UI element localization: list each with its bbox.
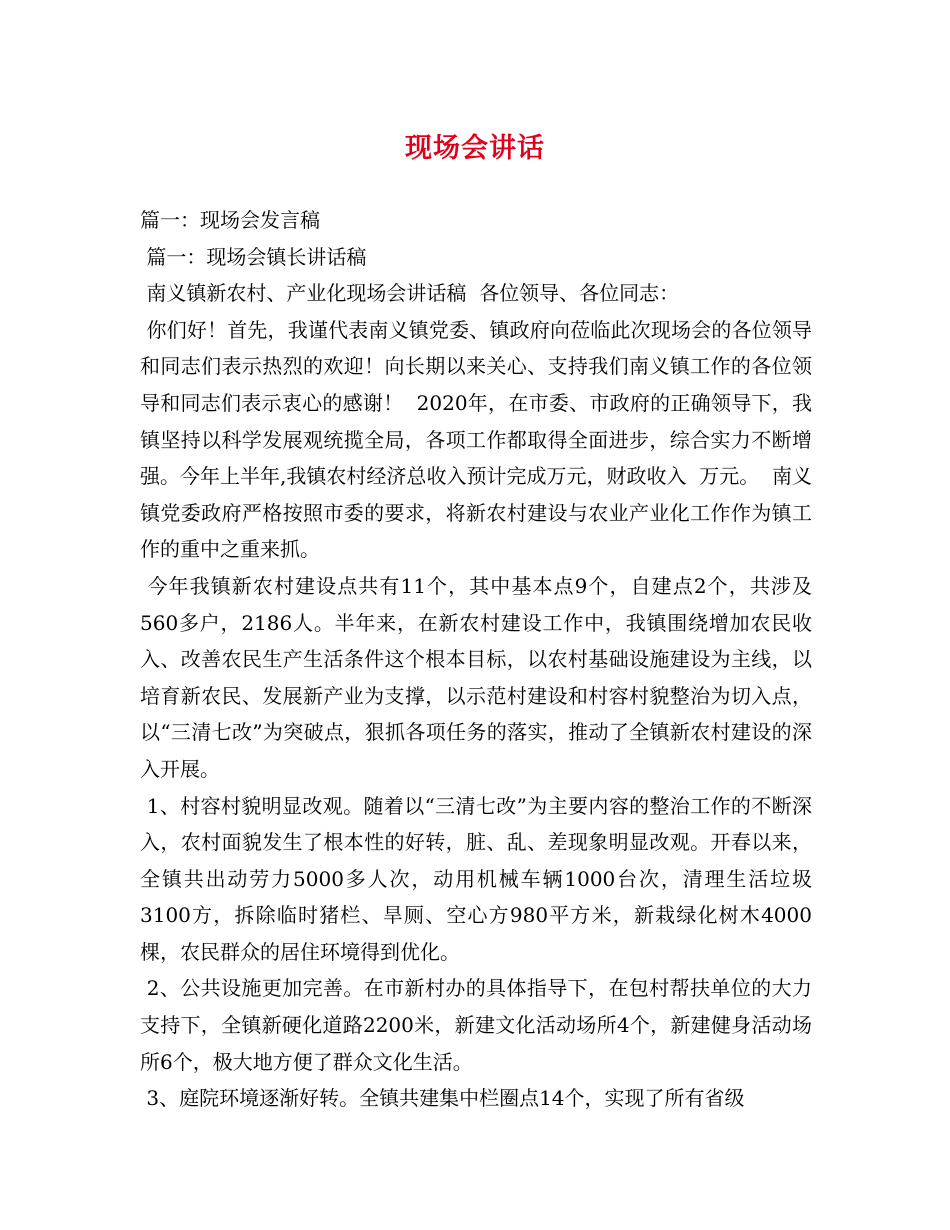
document-body (140, 202, 812, 1117)
paragraph-greeting: 你们好！首先，我谨代表南义镇党委、镇政府向莅临此次现场会的各位领导和同志们表示热烈的欢迎！向长期以来关心、支持我们南义镇工作的各位领导和同志们表示衷心的感谢！ 2020年，在市委、市政府的正确领导下，我镇坚持以科学发展观统揽全局，各项工作都取得全面进步，综合实力不断增强。今年上半年,我镇农村经济总收入预计完成万元，财政收入 万元。 南义镇党委政府严格按照市委的要求，将新农村建设与农业产业化工作作为镇工作的重中之重来抓。 (140, 317, 813, 562)
subsection-heading: 篇一：现场会镇长讲话稿 (140, 244, 367, 269)
paragraph-item-2: 2、公共设施更加完善。在市新村办的具体指导下，在包村帮扶单位的大力支持下，全镇新硬化道路2200米，新建文化活动场所4个，新建健身活动场所6个，极大地方便了群众文化生活。 (140, 976, 812, 1074)
paragraph-item-3: 3、庭院环境逐渐好转。全镇共建集中栏圈点14个，实现了所有省级 (140, 1086, 745, 1111)
section-heading: 篇一：现场会发言稿 (140, 208, 320, 232)
speech-title-line: 南义镇新农村、产业化现场会讲话稿 各位领导、各位同志： (140, 281, 680, 306)
document-title: 现场会讲话 (405, 133, 545, 164)
paragraph-item-1: 1、村容村貌明显改观。随着以“三清七改”为主要内容的整治工作的不断深入，农村面貌发生了根本性的好转，脏、乱、差现象明显改观。开春以来，全镇共出动劳力5000多人次，动用机械车辆1000台次，清理生活垃圾3100方，拆除临时猪栏、旱厕、空心方980平方米，新栽绿化树木4000棵，农民群众的居住环境得到优化。 (140, 793, 812, 964)
paragraph-overview: 今年我镇新农村建设点共有11个，其中基本点9个，自建点2个，共涉及560多户，2186人。半年来，在新农村建设工作中，我镇围绕增加农民收入、改善农民生产生活条件这个根本目标，以农村基础设施建设为主线，以培育新农民、发展新产业为支撑，以示范村建设和村容村貌整治为切入点，以“三清七改”为突破点，狠抓各项任务的落实，推动了全镇新农村建设的深入开展。 (140, 573, 813, 781)
